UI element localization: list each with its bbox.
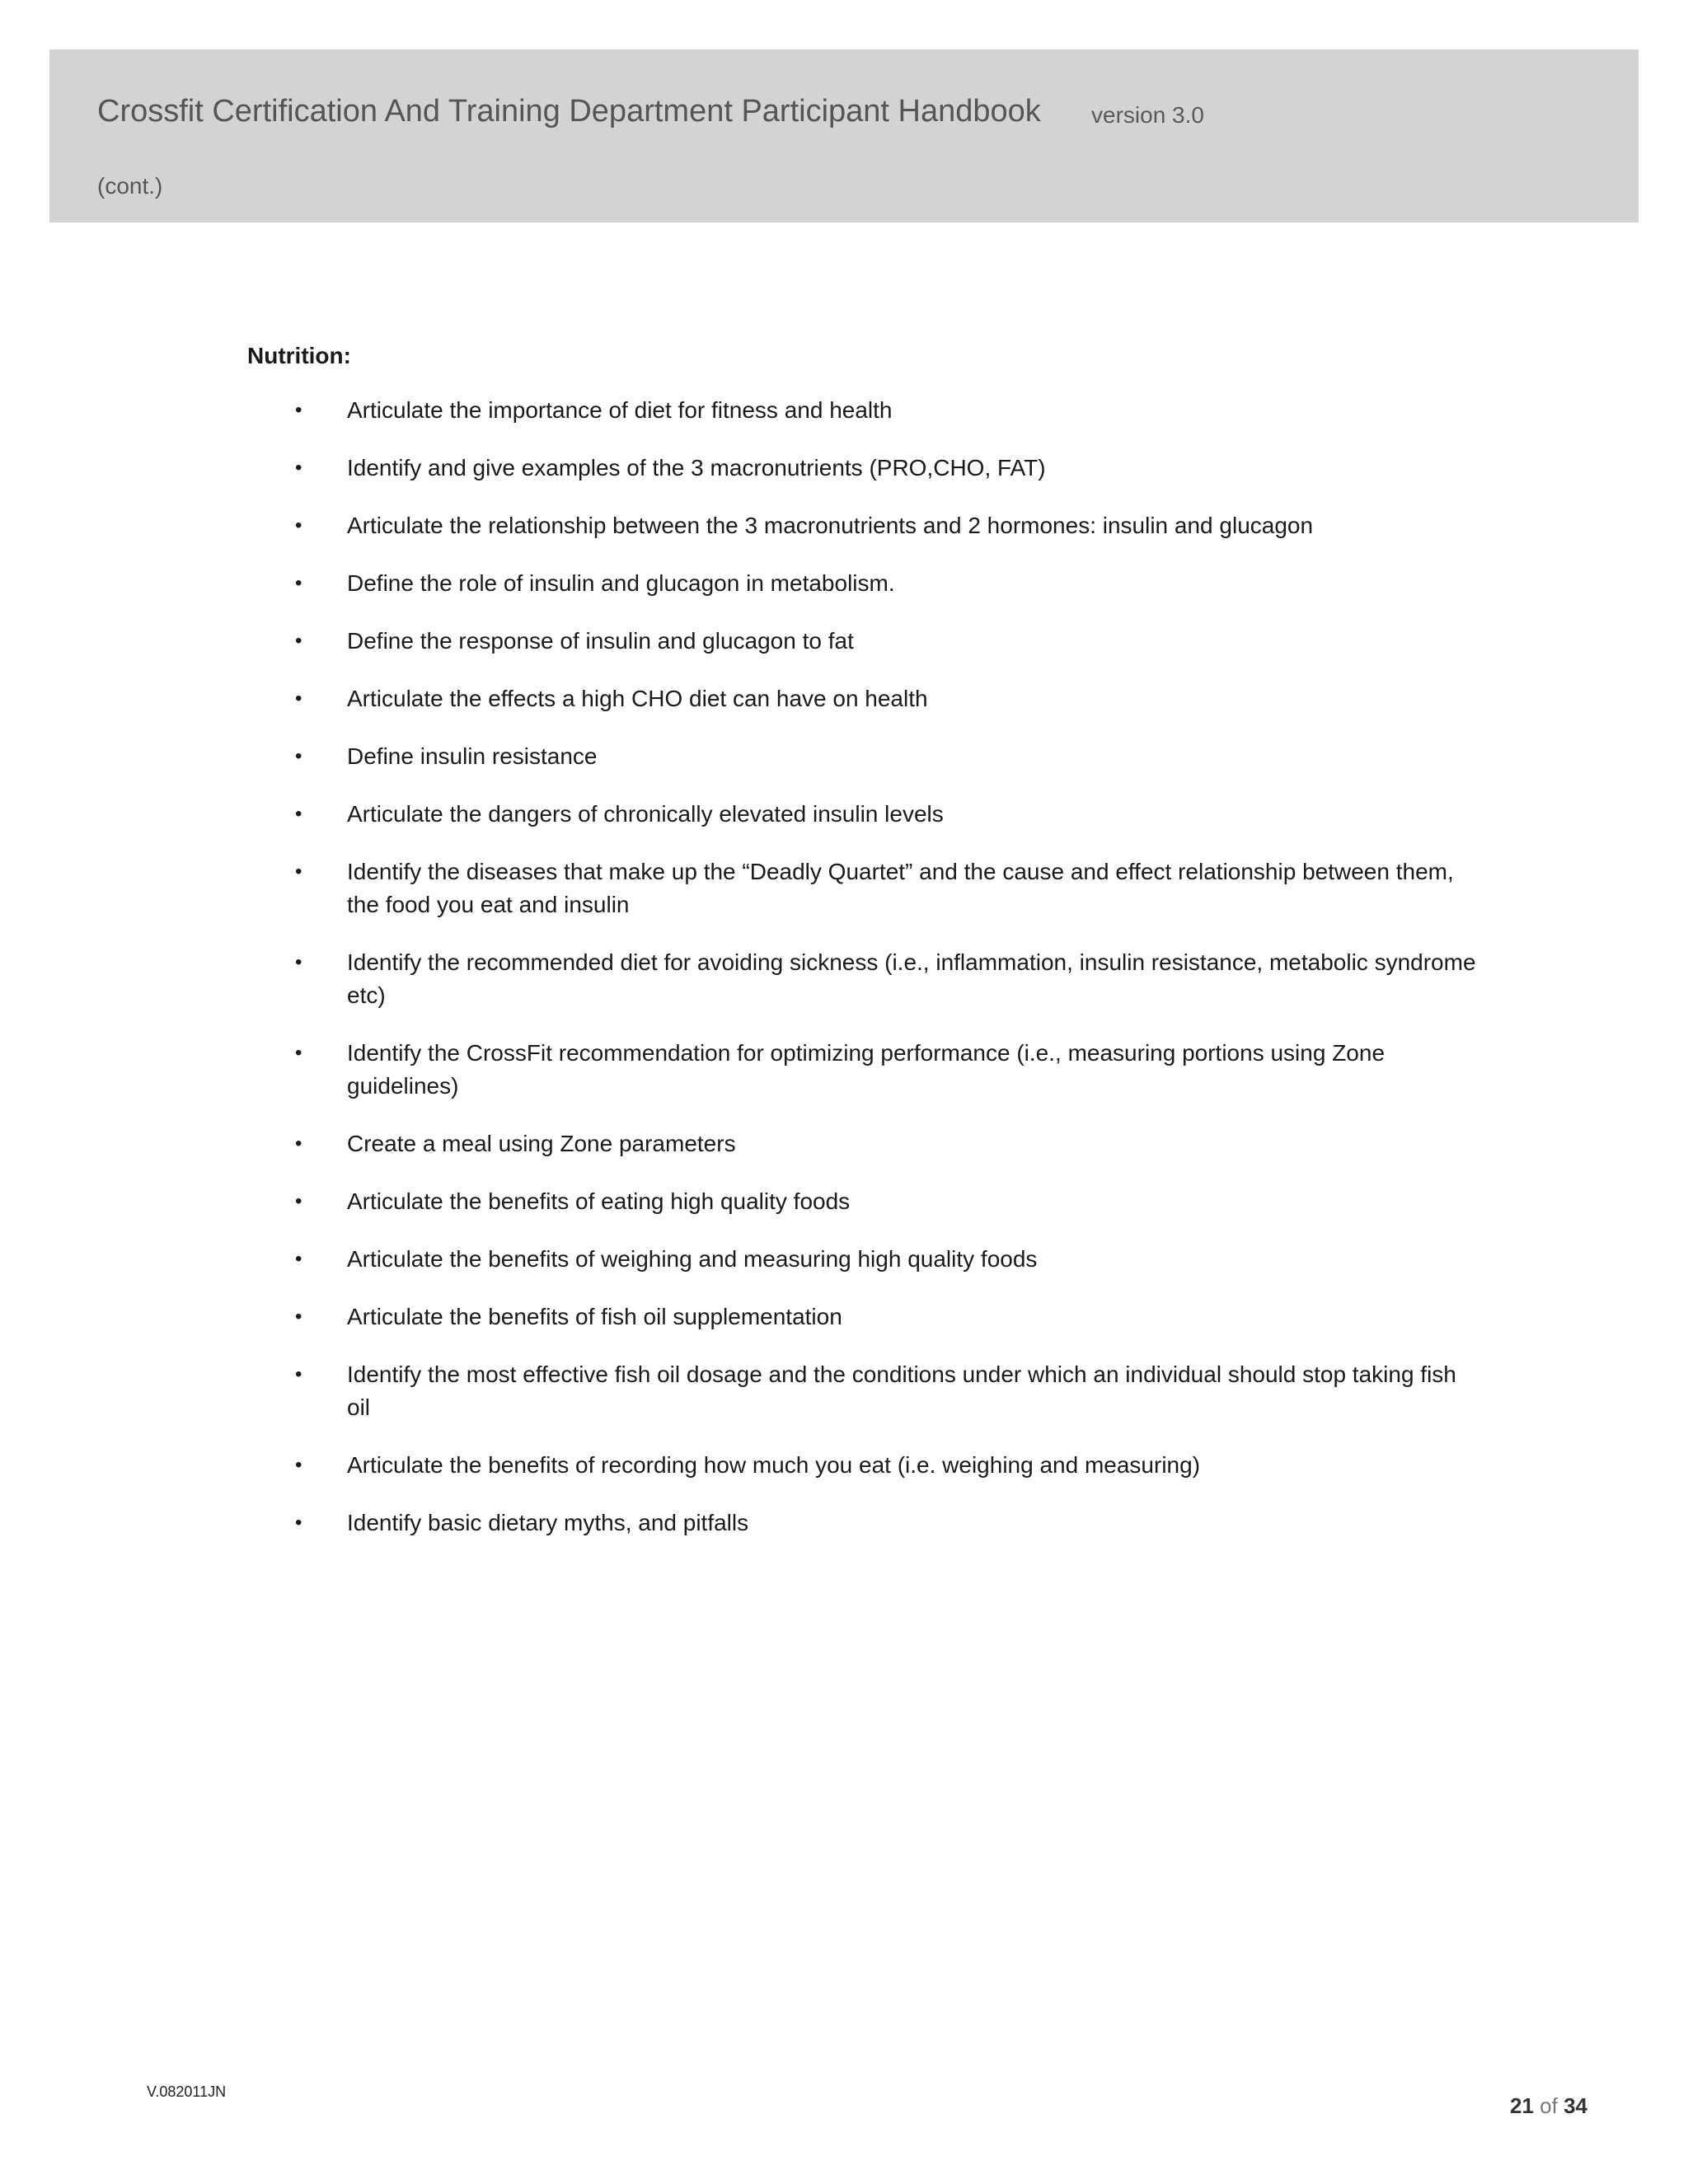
- list-item-text: Identify the most effective fish oil dosage and the conditions under which an individual should stop taking fish oil: [347, 1361, 1456, 1420]
- bullet-icon: •: [295, 687, 302, 710]
- bullet-icon: •: [295, 1248, 302, 1270]
- list-item: [247, 452, 1484, 485]
- list-item: [247, 855, 1484, 921]
- section-heading: Nutrition:: [247, 343, 351, 368]
- list-item-text: Articulate the benefits of eating high quality foods: [347, 1188, 851, 1214]
- page-number: [1510, 2093, 1587, 2119]
- page-total: 34: [1564, 2093, 1587, 2118]
- document-code: V.082011JN: [147, 2083, 227, 2100]
- list-item-text: Articulate the effects a high CHO diet can have on health: [347, 686, 928, 711]
- list-item-text: Create a meal using Zone parameters: [347, 1131, 736, 1156]
- list-item-text: Articulate the benefits of fish oil supplementation: [347, 1304, 842, 1329]
- list-item-text: Identify the diseases that make up the “Deadly Quartet” and the cause and effect relationship between them, the food you eat and insulin: [347, 859, 1454, 917]
- list-item: [247, 682, 1484, 715]
- bullet-icon: •: [295, 1363, 302, 1385]
- list-item: [247, 509, 1484, 542]
- list-item: [247, 1301, 1484, 1333]
- list-item: [247, 1358, 1484, 1424]
- bullet-icon: •: [295, 745, 302, 767]
- page-of-label: of: [1540, 2093, 1558, 2118]
- list-item-text: Define insulin resistance: [347, 743, 598, 769]
- bullet-icon: •: [295, 1190, 302, 1212]
- bullet-icon: •: [295, 1454, 302, 1476]
- continued-label: (cont.): [97, 173, 163, 199]
- bullet-icon: •: [295, 1305, 302, 1328]
- bullet-icon: •: [295, 572, 302, 594]
- bullet-icon: •: [295, 803, 302, 825]
- list-item: [247, 1243, 1484, 1276]
- list-item: [247, 1507, 1484, 1540]
- list-item-text: Articulate the importance of diet for fitness and health: [347, 397, 893, 423]
- nutrition-bullet-list: [247, 394, 1484, 1540]
- list-item-text: Identify the CrossFit recommendation for optimizing performance (i.e., measuring portions using Zone guidelines): [347, 1040, 1386, 1099]
- list-item-text: Articulate the dangers of chronically elevated insulin levels: [347, 801, 944, 827]
- bullet-icon: •: [295, 399, 302, 421]
- list-item-text: Identify the recommended diet for avoiding sickness (i.e., inflammation, insulin resistance, metabolic syndrome etc): [347, 949, 1476, 1008]
- list-item: [247, 740, 1484, 773]
- bullet-icon: •: [295, 860, 302, 883]
- bullet-icon: •: [295, 457, 302, 479]
- list-item: [247, 394, 1484, 427]
- list-item: [247, 946, 1484, 1012]
- document-title: Crossfit Certification And Training Department Participant Handbook: [97, 94, 1041, 129]
- list-item-text: Articulate the relationship between the 3 macronutrients and 2 hormones: insulin and glucagon: [347, 513, 1314, 538]
- bullet-icon: •: [295, 514, 302, 537]
- bullet-icon: •: [295, 951, 302, 973]
- bullet-icon: •: [295, 1511, 302, 1534]
- list-item: [247, 1127, 1484, 1160]
- list-item: [247, 625, 1484, 658]
- list-item-text: Define the role of insulin and glucagon in metabolism.: [347, 570, 895, 596]
- nutrition-section: [247, 340, 1484, 1564]
- list-item-text: Identify and give examples of the 3 macronutrients (PRO,CHO, FAT): [347, 455, 1046, 480]
- list-item-text: Articulate the benefits of recording how much you eat (i.e. weighing and measuring): [347, 1452, 1201, 1478]
- page-current: 21: [1510, 2093, 1534, 2118]
- list-item: [247, 1449, 1484, 1482]
- list-item: [247, 1185, 1484, 1218]
- version-label: version 3.0: [1091, 102, 1204, 128]
- bullet-icon: •: [295, 1132, 302, 1155]
- list-item-text: Identify basic dietary myths, and pitfalls: [347, 1510, 749, 1535]
- list-item-text: Articulate the benefits of weighing and measuring high quality foods: [347, 1246, 1038, 1272]
- list-item: [247, 798, 1484, 831]
- list-item: [247, 1037, 1484, 1103]
- list-item-text: Define the response of insulin and glucagon to fat: [347, 628, 854, 654]
- bullet-icon: •: [295, 630, 302, 652]
- header-band: [49, 49, 1639, 223]
- list-item: [247, 567, 1484, 600]
- bullet-icon: •: [295, 1042, 302, 1064]
